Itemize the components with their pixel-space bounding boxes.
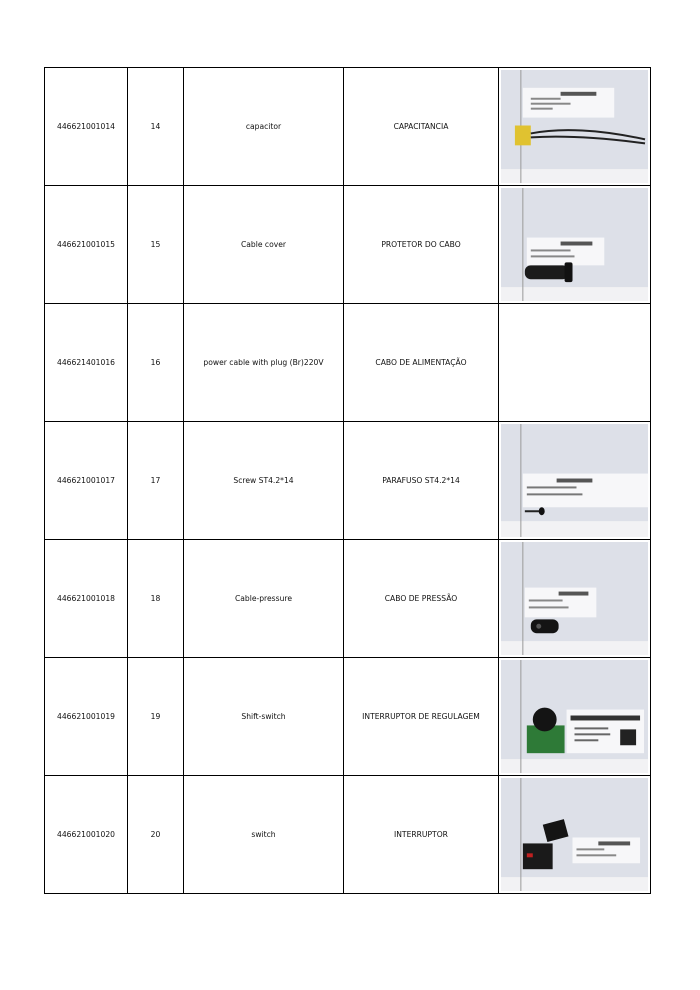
part-name-pt: CABO DE ALIMENTAÇÃO xyxy=(344,304,499,422)
table-row xyxy=(45,68,651,186)
article-number: 446621001015 xyxy=(45,186,128,304)
article-number: 446621001019 xyxy=(45,658,128,776)
part-name-pt: CABO DE PRESSÃO xyxy=(344,540,499,658)
part-name-pt: CAPACITANCIA xyxy=(344,68,499,186)
position-number: 14 xyxy=(128,68,184,186)
part-name-pt: INTERRUPTOR xyxy=(344,776,499,894)
part-name-pt: PARAFUSO ST4.2*14 xyxy=(344,422,499,540)
part-name-en: capacitor xyxy=(184,68,344,186)
part-name-en: Cable-pressure xyxy=(184,540,344,658)
table-row xyxy=(45,776,651,894)
position-number: 19 xyxy=(128,658,184,776)
position-number: 20 xyxy=(128,776,184,894)
table-row xyxy=(45,186,651,304)
part-photo-cell xyxy=(499,186,651,304)
part-photo-cell xyxy=(499,422,651,540)
position-number: 18 xyxy=(128,540,184,658)
part-photo-cell xyxy=(499,68,651,186)
part-name-en: Screw ST4.2*14 xyxy=(184,422,344,540)
article-number: 446621001020 xyxy=(45,776,128,894)
part-name-en: switch xyxy=(184,776,344,894)
screw-photo xyxy=(501,424,648,537)
table-row xyxy=(45,658,651,776)
switch-photo xyxy=(501,778,648,891)
part-photo-cell xyxy=(499,658,651,776)
capacitor-photo xyxy=(501,70,648,183)
shift-switch-photo xyxy=(501,660,648,773)
parts-table xyxy=(44,67,651,894)
cable-clamp-photo xyxy=(501,542,648,655)
part-name-en: power cable with plug (Br)220V xyxy=(184,304,344,422)
article-number: 446621401016 xyxy=(45,304,128,422)
part-photo-cell-empty xyxy=(499,304,651,422)
part-photo-cell xyxy=(499,776,651,894)
table-row xyxy=(45,540,651,658)
table-row xyxy=(45,422,651,540)
position-number: 17 xyxy=(128,422,184,540)
article-number: 446621001017 xyxy=(45,422,128,540)
part-photo-cell xyxy=(499,540,651,658)
article-number: 446621001014 xyxy=(45,68,128,186)
position-number: 16 xyxy=(128,304,184,422)
article-number: 446621001018 xyxy=(45,540,128,658)
part-name-pt: PROTETOR DO CABO xyxy=(344,186,499,304)
part-name-pt: INTERRUPTOR DE REGULAGEM xyxy=(344,658,499,776)
part-name-en: Cable cover xyxy=(184,186,344,304)
table-row xyxy=(45,304,651,422)
cable-cover-photo xyxy=(501,188,648,301)
position-number: 15 xyxy=(128,186,184,304)
part-name-en: Shift-switch xyxy=(184,658,344,776)
